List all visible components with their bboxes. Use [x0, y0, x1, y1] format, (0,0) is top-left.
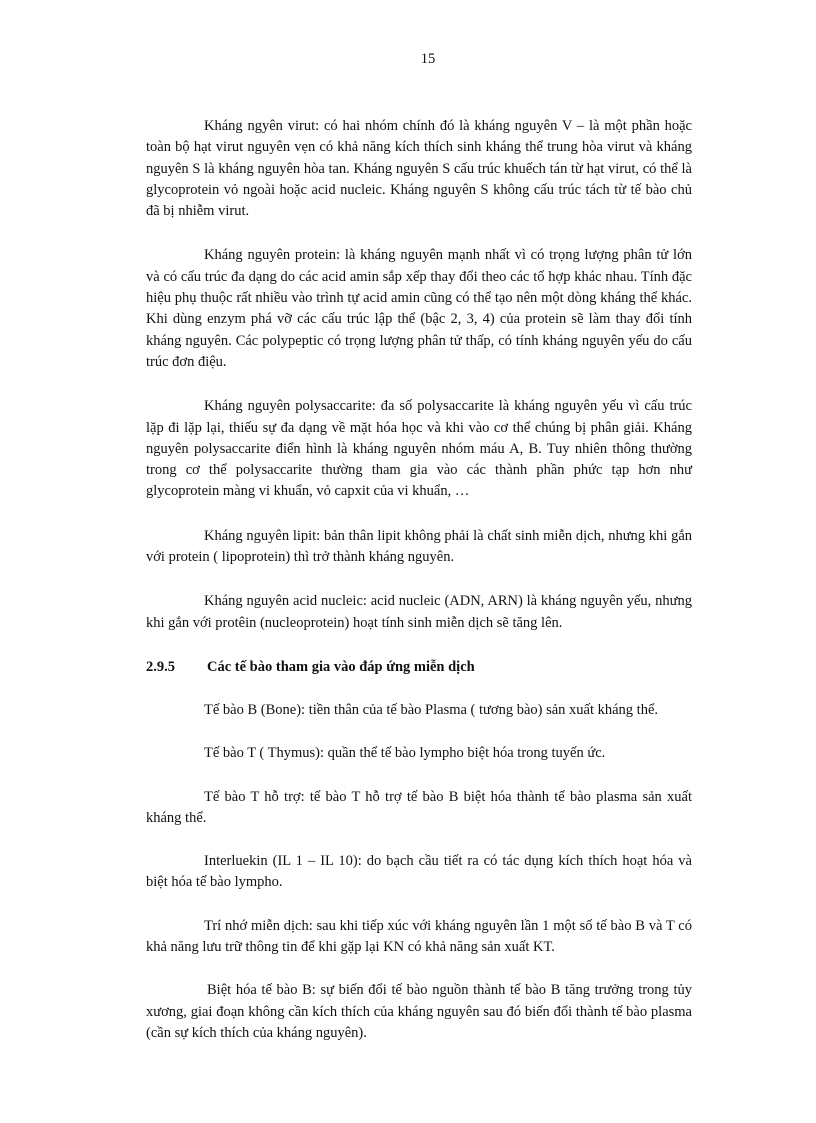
document-body — [146, 116, 692, 1067]
paragraph-t-cell: Tế bào T ( Thymus): quần thể tế bào lympho biệt hóa trong tuyến ức. — [204, 745, 606, 762]
paragraph-b-cell-differentiation: Biệt hóa tế bào B: sự biến đổi tế bào nguồn thành tế bào B tăng trưởng trong tủy xương, giai đoạn không cần kích thích của kháng nguyên sau đó biến đổi thành tế bào plasma (cần sự kích thích của kháng nguyên). — [146, 982, 692, 1041]
paragraph-helper-t-cell: Tế bào T hỗ trợ: tế bào T hỗ trợ tế bào B biệt hóa thành tế bào plasma sản xuất kháng thể. — [146, 788, 692, 826]
paragraph-protein-antigen: Kháng nguyên protein: là kháng nguyên mạnh nhất vì có trọng lượng phân tử lớn và có cấu trúc đa dạng do các acid amin sắp xếp thay đổi theo các tổ hợp khác nhau. Tính đặc hiệu phụ thuộc rất nhiều vào trình tự acid amin cũng có thể tạo nên một dòng kháng thể khác. Khi dùng enzym phá vỡ các cấu trúc lập thể (bậc 2, 3, 4) của protein sẽ làm thay đổi tính kháng nguyên. Các polypeptic có trọng lượng phân tử thấp, có tính kháng nguyên yếu do cấu trúc đơn điệu. — [146, 247, 692, 370]
section-number: 2.9.5 — [146, 658, 175, 675]
section-heading — [146, 657, 692, 678]
paragraph-polysaccharide-antigen: Kháng nguyên polysaccarite: đa số polysaccarite là kháng nguyên yếu vì cấu trúc lặp đi lặp lại, thiếu sự đa dạng về mặt hóa học và khi vào cơ thể chúng bị phân giải. Kháng nguyên polysaccarite điển hình là kháng nguyên nhóm máu A, B. Tuy nhiên thông thường trong cơ thể polysaccarite thường tham gia vào các thành phần phức tạp hơn như glycoprotein màng vi khuẩn, vỏ capxit của vi khuẩn, … — [146, 398, 692, 500]
paragraph-b-cell: Tế bào B (Bone): tiền thân của tế bào Plasma ( tương bào) sản xuất kháng thể. — [204, 701, 659, 718]
paragraph-immune-memory: Trí nhớ miễn dịch: sau khi tiếp xúc với kháng nguyên lần 1 một số tế bào B và T có khả năng lưu trữ thông tin để khi gặp lại KN có khả năng sản xuất KT. — [146, 917, 692, 956]
paragraph-lipid-antigen: Kháng nguyên lipit: bản thân lipit không phải là chất sinh miễn dịch, nhưng khi gắn với protein ( lipoprotein) thì trở thành kháng nguyên. — [146, 527, 692, 566]
section-title: Các tế bào tham gia vào đáp ứng miễn dịch — [207, 658, 475, 675]
page-number: 15 — [420, 51, 436, 67]
paragraph-interleukin: Interluekin (IL 1 – IL 10): do bạch cầu tiết ra có tác dụng kích thích hoạt hóa và biệt hóa tế bào lympho. — [146, 853, 692, 891]
paragraph-virus-antigen: Kháng ngyên virut: có hai nhóm chính đó là kháng nguyên V – là một phần hoặc toàn bộ hạt virut nguyên vẹn có khả năng kích thích sinh kháng thể trung hòa virut và kháng nguyên S là kháng nguyên hòa tan. Kháng nguyên S cấu trúc khuếch tán từ hạt virut, có thể là glycoprotein vỏ ngoài hoặc acid nucleic. Kháng nguyên S không cấu trúc tách từ tế bào chủ đã bị nhiễm virut. — [146, 118, 692, 220]
paragraph-nucleic-acid-antigen: Kháng nguyên acid nucleic: acid nucleic (ADN, ARN) là kháng nguyên yếu, nhưng khi gắn với protêin (nucleoprotein) hoạt tính sinh miễn dịch sẽ tăng lên. — [146, 593, 692, 631]
